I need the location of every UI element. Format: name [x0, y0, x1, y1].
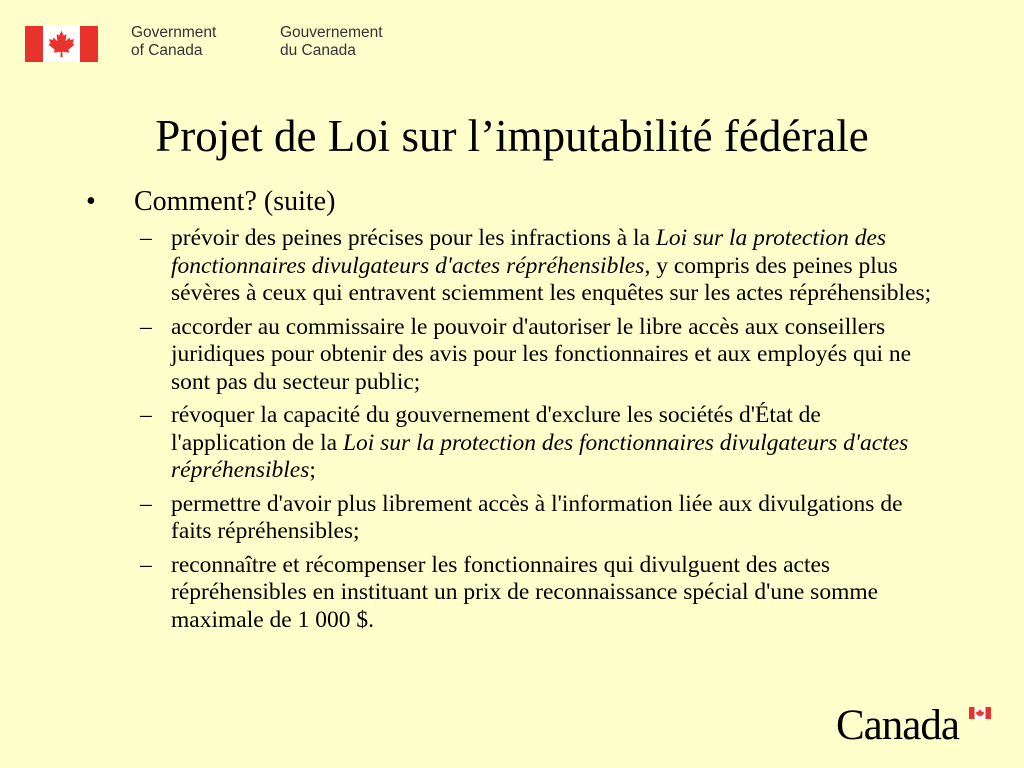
- dash-icon: –: [140, 225, 152, 251]
- gov-en-line1: Government: [131, 24, 217, 41]
- sub-item-text: permettre d'avoir plus librement accès à l'information liée aux divulgations de faits répréhensibles;: [171, 490, 903, 544]
- sub-item-text: reconnaître et récompenser les fonctionnaires qui divulguent des actes répréhensibles en instituant un prix de reconnaissance spécial d'une somme maximale de 1 000 $.: [171, 551, 879, 633]
- sub-item-text: accorder au commissaire le pouvoir d'autoriser le libre accès aux conseillers juridiques pour obtenir des avis pour les fonctionnaires et aux employés qui ne sont pas du secteur public;: [171, 313, 912, 395]
- government-of-canada-label: [131, 24, 216, 60]
- dash-icon: –: [140, 313, 152, 340]
- sub-item-text-after: ;: [309, 457, 316, 483]
- canada-wordmark-flag-icon: [969, 707, 991, 719]
- sub-item-4: [140, 491, 940, 546]
- gov-en-line2: of Canada: [131, 42, 203, 59]
- sub-item-5: [140, 552, 940, 635]
- dash-icon: –: [140, 402, 152, 428]
- bullet-icon: •: [86, 186, 96, 217]
- sub-item-2: [140, 314, 940, 397]
- bullet-text: Comment? (suite): [134, 186, 336, 217]
- dash-icon: –: [140, 551, 152, 578]
- gov-fr-line1: Gouvernement: [280, 24, 383, 41]
- gouvernement-du-canada-label: [280, 24, 383, 60]
- sub-item-list: [140, 225, 940, 640]
- gov-fr-line2: du Canada: [280, 42, 356, 59]
- sub-item-text: révoquer la capacité du gouvernement d'exclure les sociétés d'État de l'application de la: [171, 402, 821, 456]
- sub-item-3: [140, 402, 940, 485]
- sub-item-text-after: , y compris des peines plus sévères à ceux qui entravent sciemment les enquêtes sur les actes répréhensibles;: [171, 252, 932, 306]
- sub-item-1: [140, 225, 940, 308]
- sub-item-text: prévoir des peines précises pour les infractions à la: [171, 225, 656, 251]
- dash-icon: –: [140, 490, 152, 517]
- law-title-italic: Loi sur la protection des fonctionnaires divulgateurs d'actes répréhensibles: [171, 429, 909, 483]
- canada-wordmark: [836, 703, 992, 748]
- slide-title: Projet de Loi sur l’imputabilité fédérale: [155, 111, 869, 161]
- canada-wordmark-text: Canada: [836, 702, 959, 749]
- law-title-italic: Loi sur la protection des fonctionnaires divulgateurs d'actes répréhensibles: [171, 225, 887, 279]
- canada-flag-icon: [25, 26, 98, 62]
